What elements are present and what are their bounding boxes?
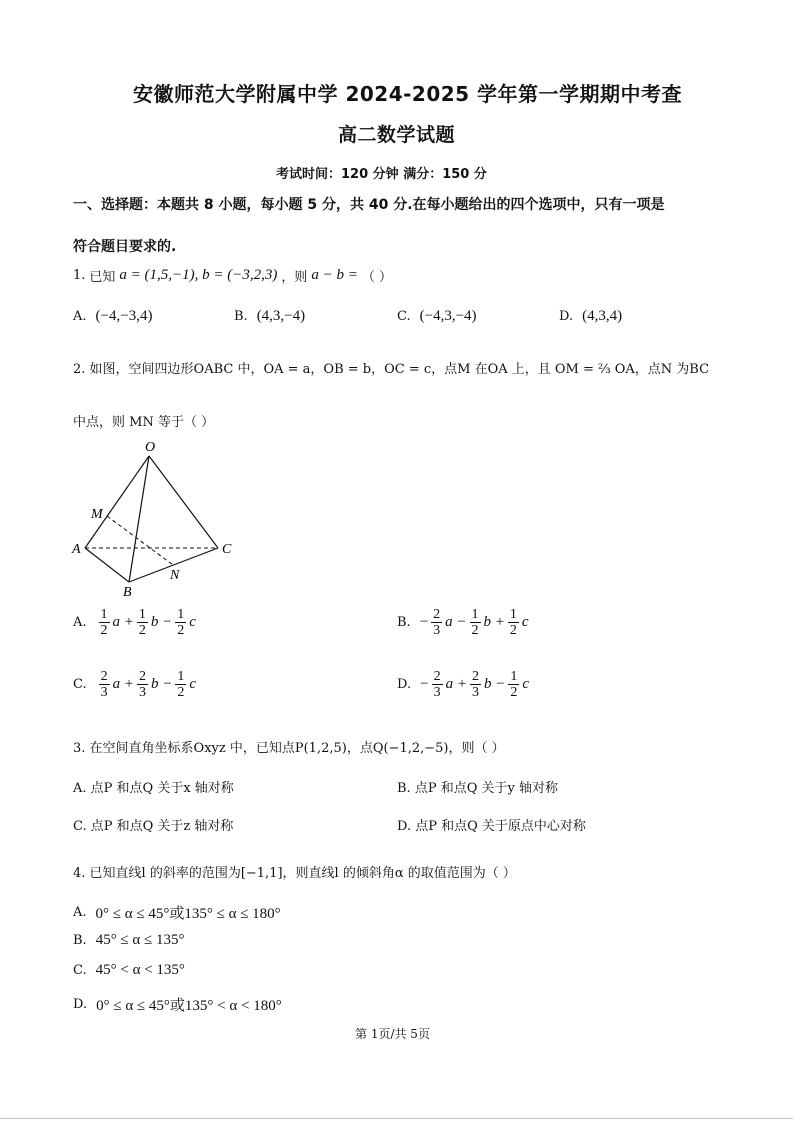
- q1-option-d[interactable]: D. (4,3,4): [559, 308, 623, 324]
- label-B: B: [123, 585, 132, 600]
- exam-info: 考试时间：120 分钟 满分：150 分: [276, 167, 487, 182]
- label-C: C: [222, 542, 232, 557]
- edge-AB: [85, 548, 129, 582]
- label-N: N: [170, 568, 180, 583]
- q1-prefix: 已知: [89, 270, 116, 285]
- q3-option-c[interactable]: C. 点P 和点Q 关于z 轴对称: [73, 819, 234, 834]
- q4-option-b[interactable]: B. 45° ≤ α ≤ 135°: [73, 932, 185, 948]
- edge-OB: [129, 456, 149, 582]
- question-4: 4. 已知直线l 的斜率的范围为[−1,1]，则直线l 的倾斜角α 的取值范围为（ ）: [73, 866, 516, 881]
- segment-MN-dashed: [107, 516, 173, 565]
- label-O: O: [145, 440, 156, 455]
- q3-option-b[interactable]: B. 点P 和点Q 关于y 轴对称: [397, 781, 558, 796]
- exam-subtitle: 高二数学试题: [338, 124, 456, 146]
- edge-OC: [149, 456, 218, 548]
- q1-mid: ，则: [281, 270, 308, 285]
- edge-OA: [85, 456, 149, 548]
- q4-option-d[interactable]: D. 0° ≤ α ≤ 45°或135° < α < 180°: [73, 997, 282, 1014]
- q1-option-a[interactable]: A. (−4,−3,4): [73, 308, 153, 324]
- label-A: A: [72, 542, 81, 557]
- q1-vectors: a = (1,5,−1), b = (−3,2,3): [119, 267, 278, 283]
- section-heading-line2: 符合题目要求的.: [73, 239, 177, 255]
- q2-option-c[interactable]: C. $\frac{2}{3}$ a + $\frac{2}{3}$ b − $\frac{1}{2}$ c: [73, 669, 197, 700]
- q2-option-d[interactable]: D. − $\frac{2}{3}$ a + $\frac{2}{3}$ b − $\frac{1}{2}$ c: [397, 669, 529, 700]
- q1-option-b[interactable]: B. (4,3,−4): [234, 308, 306, 324]
- q1-paren: （ ）: [361, 270, 393, 285]
- q1-option-c[interactable]: C. (−4,3,−4): [397, 308, 477, 324]
- q1-expression: a − b =: [311, 267, 358, 283]
- bottom-divider: [0, 1118, 793, 1119]
- question-1: [73, 266, 392, 285]
- section-heading-line1: 一、选择题：本题共 8 小题，每小题 5 分，共 40 分.在每小题给出的四个选项中，只有一项是: [73, 197, 665, 213]
- q4-option-c[interactable]: C. 45° < α < 135°: [73, 962, 185, 978]
- tetrahedron-figure: [65, 436, 245, 601]
- question-3: 3. 在空间直角坐标系Oxyz 中，已知点P(1,2,5)，点Q(−1,2,−5)，则（ ）: [73, 741, 505, 756]
- q3-option-d[interactable]: D. 点P 和点Q 关于原点中心对称: [397, 819, 586, 834]
- page-number: 第 1页/共 5页: [355, 1027, 430, 1041]
- q2-option-b[interactable]: B. − $\frac{2}{3}$ a − $\frac{1}{2}$ b + $\frac{1}{2}$ c: [397, 607, 529, 638]
- q2-option-a[interactable]: A. $\frac{1}{2}$ a + $\frac{1}{2}$ b − $\frac{1}{2}$ c: [73, 607, 196, 638]
- label-M: M: [91, 507, 103, 522]
- question-2-line2: 中点，则 MN 等于（ ）: [73, 415, 215, 430]
- q1-number: 1.: [73, 268, 86, 283]
- exam-title: 安徽师范大学附属中学 2024-2025 学年第一学期期中考查: [133, 82, 683, 106]
- q3-option-a[interactable]: A. 点P 和点Q 关于x 轴对称: [73, 781, 234, 796]
- q4-option-a[interactable]: A. 0° ≤ α ≤ 45°或135° ≤ α ≤ 180°: [73, 905, 281, 922]
- question-2-line1: 2. 如图，空间四边形OABC 中，OA = a，OB = b，OC = c，点M 在OA 上，且 OM = ⅔ OA，点N 为BC: [73, 362, 710, 377]
